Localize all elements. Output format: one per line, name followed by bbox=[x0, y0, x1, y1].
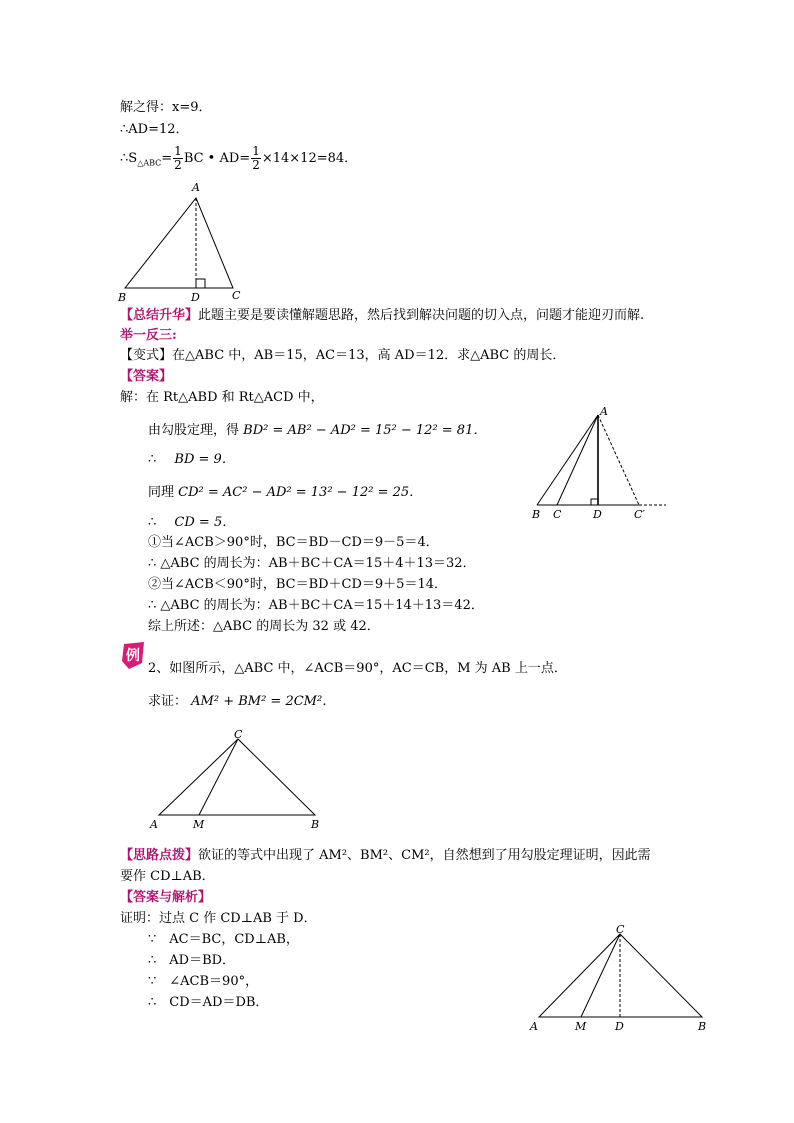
label-c: C bbox=[553, 508, 562, 521]
summary-text: 此题主要是要读懂解题思路，然后找到解决问题的切入点，问题才能迎刃而解. bbox=[198, 308, 645, 323]
example-badge-label: 例 bbox=[126, 648, 140, 664]
variant-tag: 【变式】 bbox=[120, 348, 173, 363]
label-d: D bbox=[593, 508, 602, 521]
summary-tag: 【总结升华】 bbox=[120, 308, 199, 323]
hint-tag: 【思路点拨】 bbox=[120, 848, 199, 863]
summary-line bbox=[120, 308, 644, 324]
label-b: B bbox=[698, 1020, 707, 1033]
proof-step-1: ∵ AC＝BC，CD⊥AB， bbox=[148, 932, 299, 947]
label-b: B bbox=[311, 818, 320, 831]
example-badge bbox=[120, 641, 146, 671]
answer-line-cd-squared bbox=[148, 485, 422, 501]
answer-line-bd bbox=[148, 452, 235, 468]
fraction-half-1: $\frac{1}{2}$ bbox=[174, 144, 182, 172]
label-d: D bbox=[191, 291, 200, 304]
answer-line-bd-squared bbox=[148, 423, 486, 439]
answer-tag: 【答案】 bbox=[120, 369, 173, 384]
solution-line-ad: ∴AD=12． bbox=[120, 122, 189, 137]
therefore-2: ∴ bbox=[148, 515, 157, 530]
answer-intro: 解：在 Rt△ABD 和 Rt△ACD 中， bbox=[120, 390, 324, 405]
area-bc: BC • AD= bbox=[183, 151, 251, 166]
proof-step-2: ∴ AD＝BD． bbox=[148, 953, 236, 968]
hint-text-1: 欲证的等式中出现了 AM²、BM²、CM²，自然想到了用勾股定理证明，因此需 bbox=[198, 848, 651, 863]
cd-prefix: 同理 bbox=[148, 485, 175, 500]
proof-step-4: ∴ CD＝AD＝DB． bbox=[148, 995, 269, 1010]
proof-step-3: ∵ ∠ACB＝90°， bbox=[148, 974, 259, 989]
area-sub: △ABC bbox=[137, 158, 162, 168]
area-prefix: ∴S bbox=[120, 151, 138, 166]
bd-result: BD = 9． bbox=[174, 452, 235, 467]
bd-equation: BD² = AB² − AD² = 15² − 12² = 81． bbox=[243, 423, 487, 438]
area-eq: = bbox=[161, 151, 173, 166]
variant-text: 在△ABC 中，AB＝15，AC＝13，高 AD＝12．求△ABC 的周长． bbox=[172, 348, 566, 363]
answer-conclusion: 综上所述：△ABC 的周长为 32 或 42． bbox=[148, 619, 380, 634]
label-c: C bbox=[616, 923, 625, 936]
label-b: B bbox=[532, 508, 541, 521]
bd-prefix: 由勾股定理，得 bbox=[148, 423, 240, 438]
label-a: A bbox=[150, 818, 158, 831]
cd-equation: CD² = AC² − AD² = 13² − 12² = 25． bbox=[178, 485, 423, 500]
label-a: A bbox=[530, 1020, 538, 1033]
analysis-tag: 【答案与解析】 bbox=[120, 890, 212, 905]
example2-problem: 2、如图所示，△ABC 中，∠ACB＝90°，AC＝CB，M 为 AB 上一点． bbox=[148, 661, 567, 676]
prove-equation: AM² + BM² = 2CM²． bbox=[191, 694, 336, 709]
label-a: A bbox=[600, 405, 608, 418]
answer-case1: ①当∠ACB＞90°时，BC＝BD－CD＝9－5＝4． bbox=[148, 535, 439, 550]
area-tail: ×14×12=84． bbox=[261, 151, 358, 166]
cd-result: CD = 5． bbox=[174, 515, 236, 530]
answer-perimeter1: ∴ △ABC 的周长为：AB＋BC＋CA＝15＋4＋13＝32． bbox=[148, 556, 476, 571]
figure-right-isosceles bbox=[148, 727, 328, 833]
answer-perimeter2: ∴ △ABC 的周长为：AB＋BC＋CA＝15＋14＋13＝42． bbox=[148, 598, 484, 613]
label-m: M bbox=[193, 818, 205, 831]
therefore-1: ∴ bbox=[148, 452, 157, 467]
solution-line-area bbox=[120, 145, 357, 173]
figure-triangle-altitude bbox=[115, 180, 255, 305]
figure-two-cases bbox=[528, 405, 668, 523]
proof-intro: 证明：过点 C 作 CD⊥AB 于 D． bbox=[120, 911, 317, 926]
example2-prove bbox=[148, 694, 335, 710]
answer-line-cd bbox=[148, 515, 235, 531]
label-b: B bbox=[118, 291, 127, 304]
variant-line bbox=[120, 348, 565, 364]
label-c-prime: C′ bbox=[634, 508, 645, 521]
answer-case2: ②当∠ACB＜90°时，BC＝BD＋CD＝9＋5＝14． bbox=[148, 577, 447, 592]
figure-proof bbox=[525, 922, 715, 1034]
label-c: C bbox=[232, 289, 241, 302]
prove-label: 求证： bbox=[148, 694, 188, 709]
hint-line-2: 要作 CD⊥AB． bbox=[120, 869, 215, 884]
label-d: D bbox=[615, 1020, 624, 1033]
label-c: C bbox=[234, 728, 243, 741]
label-a: A bbox=[192, 181, 200, 194]
hint-line-1 bbox=[120, 848, 651, 864]
variant-header: 举一反三: bbox=[120, 328, 177, 343]
fraction-half-2: $\frac{1}{2}$ bbox=[252, 144, 260, 172]
solution-line-x: 解之得：x=9． bbox=[120, 100, 212, 115]
label-m: M bbox=[575, 1020, 587, 1033]
